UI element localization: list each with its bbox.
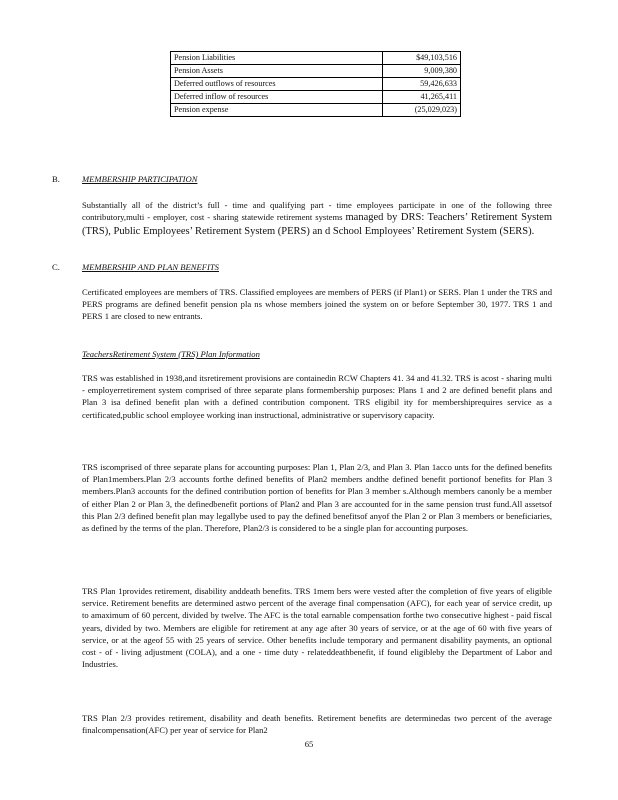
section-c-paragraph: Certificated employees are members of TRS. Classified employees are members of PERS (if Plan1) or SERS. Plan 1 under the TRS and PERS programs are defined benefit pension pla ns whose members joined the system on or before September 30, 1977. TRS 1 and PERS 1 are closed to new entrants. [82, 287, 552, 322]
table-row [171, 65, 461, 78]
section-b-title: MEMBERSHIP PARTICIPATION [82, 174, 198, 184]
table-row [171, 91, 461, 104]
section-b-text: Substantially all of the district’s full - time and qualifying part - time employees participate in one of the following three contributory,multi - employer, cost - sharing statewide retirement systems [82, 200, 552, 223]
table-cell-value: $49,103,516 [383, 52, 461, 65]
table-cell-label: Deferred inflow of resources [171, 91, 383, 104]
section-b-text-managed: managed by DRS: Teachers’ Retirement System (TRS), Public Employees’ Retirement System (PERS) an d School Employees’ Retirement System (SERS). [82, 212, 552, 237]
section-b-heading [52, 174, 198, 184]
trs-paragraph-1: TRS was established in 1938,and itsretirement provisions are containedin RCW Chapters 41. 34 and 41.32. TRS is acost - sharing multi - employerretirement system comprised of three separate plans formembership purposes: Plans 1 and 2 are defined benefit plans and Plan 3 isa defined benefit plan with a defined contribution component. TRS eligibil ity for membershiprequires service as a certificated,public school employee working inan instructional, administrative or supervisory capacity. [82, 373, 552, 420]
table-cell-value: 59,426,633 [383, 78, 461, 91]
table-cell-value: (25,029,023) [383, 104, 461, 117]
table-cell-label: Pension Liabilities [171, 52, 383, 65]
trs-subheading: TeachersRetirement System (TRS) Plan Information [82, 349, 260, 359]
trs-paragraph-2: TRS iscomprised of three separate plans for accounting purposes: Plan 1, Plan 2/3, and Plan 3. Plan 1acco unts for the defined benefits of Plan1members.Plan 2/3 accounts forthe defined benefits of Plan2 members andthe defined benefit portionof benefits for Plan 3 members.Plan3 accounts for the defined contribution portion of benefits for Plan 3 member s.Although members canonly be a member of either Plan 2 or Plan 3, the definedbenefit portions of Plan2 and Plan 3 are accounted for in the same pension trust fund.All assetsof this Plan 2/3 defined benefit plan may legallybe used to pay the defined benefitsof anyof the Plan 2 or Plan 3 members or beneficiaries, as defined by the terms of the plan. Therefore, Plan2/3 is considered to be a single plan for accounting purposes. [82, 462, 552, 534]
table-cell-value: 9,009,380 [383, 65, 461, 78]
section-c-number: C. [52, 262, 60, 272]
section-b-number: B. [52, 174, 60, 184]
table-row [171, 78, 461, 91]
section-b-paragraph [82, 199, 552, 238]
table-row [171, 104, 461, 117]
pension-summary-table [170, 51, 461, 117]
section-c-heading [52, 262, 219, 272]
table-cell-label: Deferred outflows of resources [171, 78, 383, 91]
trs-paragraph-4: TRS Plan 2/3 provides retirement, disability and death benefits. Retirement benefits are determinedas two percent of the average finalcompensation(AFC) per year of service for Plan2 [82, 713, 552, 736]
table-cell-label: Pension expense [171, 104, 383, 117]
table-cell-value: 41,265,411 [383, 91, 461, 104]
page-number: 65 [304, 739, 314, 749]
table-cell-label: Pension Assets [171, 65, 383, 78]
table-row [171, 52, 461, 65]
trs-paragraph-3: TRS Plan 1provides retirement, disability anddeath benefits. TRS 1mem bers were vested after the completion of five years of eligible service. Retirement benefits are determined astwo percent of the average final compensation (AFC), for each year of service credit, up to amaximum of 60 percent, divided by twelve. The AFC is the total earnable compensation forthe two consecutive highest - paid fiscal years, divided by two. Members are eligible for retirement at any age after 30 years of service, or at the age of 60 with five years of service, or at the ageof 55 with 25 years of service. Other benefits include temporary and permanent disability payments, an optional cost - of - living adjustment (COLA), and a one - time duty - relateddeathbenefit, if found eligibleby the Department of Labor and Industries. [82, 586, 552, 670]
section-c-title: MEMBERSHIP AND PLAN BENEFITS [82, 262, 219, 272]
